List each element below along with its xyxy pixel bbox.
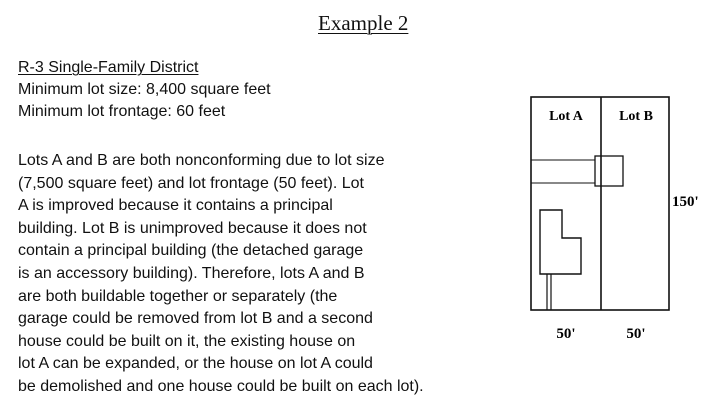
district-requirements [18,57,271,123]
district-heading: R-3 Single-Family District [18,59,199,76]
paragraph-line: garage could be removed from lot B and a second [18,310,373,328]
paragraph-line: is an accessory building). Therefore, lots A and B [18,264,365,282]
paragraph-line: lot A can be expanded, or the house on lot A could [18,355,373,373]
paragraph-line: building. Lot B is unimproved because it does not [18,219,367,237]
lot-b-frontage-label: 50' [626,326,646,342]
minimum-lot-frontage: Minimum lot frontage: 60 feet [18,103,226,120]
lot-a-label: Lot A [549,109,583,124]
lot-depth-label: 150' [672,194,699,210]
page-title: Example 2 [318,11,409,35]
detached-garage [595,156,623,186]
paragraph-line: (7,500 square feet) and lot frontage (50 feet). Lot [18,174,364,192]
paragraph-line: house could be built on it, the existing house on [18,332,356,350]
paragraph-line: be demolished and one house could be built on each lot). [18,377,424,395]
parcel-boundary [531,97,669,310]
paragraph-line: are both buildable together or separately (the [18,287,338,305]
paragraph-line: Lots A and B are both nonconforming due to lot size [18,152,385,169]
paragraph-line: A is improved because it contains a principal [18,197,333,215]
lot-b-label: Lot B [619,109,653,124]
principal-house [540,210,581,274]
explanation-paragraph [18,150,518,399]
lot-diagram [520,94,712,344]
paragraph-line: contain a principal building (the detached garage [18,242,364,260]
lot-a-frontage-label: 50' [556,326,576,342]
minimum-lot-size: Minimum lot size: 8,400 square feet [18,81,271,98]
